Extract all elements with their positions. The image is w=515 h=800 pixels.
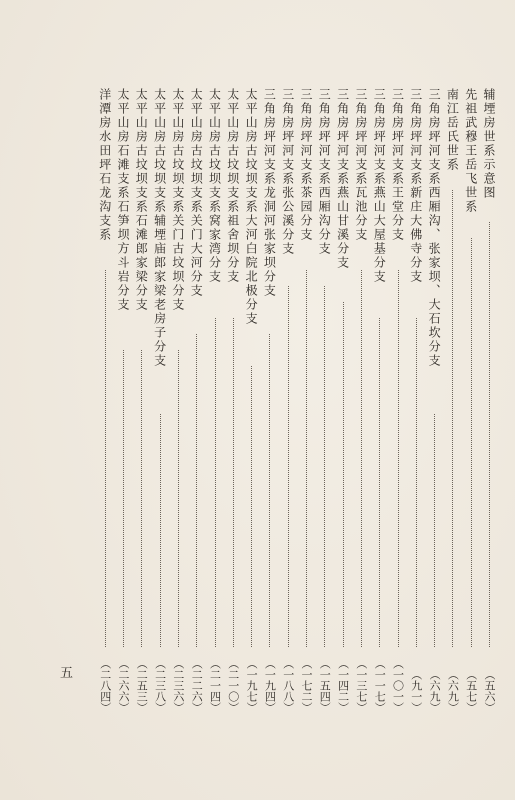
dot-leader: [160, 414, 161, 647]
toc-entry: [409, 88, 425, 713]
dot-leader: [196, 334, 197, 647]
dot-leader: [251, 366, 252, 647]
toc-entry: [427, 88, 443, 713]
toc-entry-page: （一一七）: [373, 658, 387, 713]
toc-entry: [153, 88, 169, 713]
toc-entry-title: 先祖武穆王岳飞世系: [463, 88, 478, 214]
toc-entry-page: （一四二）: [336, 658, 350, 713]
toc-entry-title: 太平山房石滩支系石笋坝方斗岩分支: [116, 88, 130, 312]
toc-entry: [482, 88, 498, 713]
toc-entry: [208, 88, 224, 713]
toc-entry-page: （二一〇）: [226, 658, 240, 713]
dot-leader: [343, 302, 344, 647]
toc-entry-page: （一三七）: [354, 658, 368, 713]
toc-entry-title: 三角房坪河支系西厢沟、张家坝、大石坎分支: [427, 88, 442, 368]
toc-entry: [391, 88, 407, 713]
toc-entry: [116, 88, 132, 713]
toc-entry: [262, 88, 278, 713]
toc-entry-title: 南江岳氏世系: [445, 88, 460, 172]
dot-leader: [379, 318, 380, 647]
toc-entry-page: （二一四）: [208, 658, 222, 713]
toc-entry-page: （二六六）: [117, 658, 130, 713]
dot-leader: [105, 270, 106, 647]
dot-leader: [269, 334, 270, 647]
toc-entry-page: （二二六）: [190, 658, 204, 713]
toc-entry-title: 太平山房古坟坝支系辅堙庙郎家梁老房子分支: [152, 88, 167, 368]
toc-entry: [226, 88, 242, 713]
toc-entry-title: 三角房坪河支系张公溪分支: [280, 88, 295, 256]
dot-leader: [288, 286, 289, 647]
toc-entry-title: 辅堙房世系示意图: [482, 88, 496, 200]
dot-leader: [398, 270, 399, 647]
toc-entry-page: （一七二）: [300, 658, 313, 713]
toc-entry-title: 三角房坪河支系茶园分支: [299, 88, 313, 242]
toc-entry: [445, 88, 461, 713]
toc-entry-title: 太平山房古坟坝支系关门大河分支: [189, 88, 204, 298]
toc-entry-title: 三角房坪河支系燕山大屋基分支: [372, 88, 387, 284]
toc-entry: [244, 88, 260, 713]
dot-leader: [324, 286, 325, 647]
toc-entry-title: 太平山房古坟坝支系祖舍坝分支: [225, 88, 240, 284]
toc-entry: [134, 88, 150, 713]
toc-entry-page: （一九四）: [263, 658, 277, 713]
toc-entry: [189, 88, 205, 713]
dot-leader: [416, 318, 417, 647]
toc-entry: [299, 88, 315, 713]
dot-leader: [306, 270, 307, 647]
toc-entry: [171, 88, 187, 713]
toc-entry: [336, 88, 352, 713]
dot-leader: [434, 414, 435, 647]
dot-leader: [123, 350, 124, 647]
toc-entry-page: （六九）: [446, 669, 460, 713]
toc-entry-page: （六九）: [428, 669, 442, 713]
toc-entry-page: （一八八）: [281, 658, 295, 713]
dot-leader: [141, 350, 142, 647]
toc-entry-title: 三角房坪河支系西厢沟分支: [317, 88, 332, 256]
toc-entry-title: 三角房坪河支系新庄大佛寺分支: [408, 88, 423, 284]
toc-entry: [372, 88, 388, 713]
toc-entry-page: （二五三）: [135, 658, 149, 713]
toc-entry-page: （五六）: [483, 669, 496, 713]
dot-leader: [489, 222, 490, 647]
dot-leader: [215, 318, 216, 647]
dot-leader: [361, 270, 362, 647]
toc-entry-title: 太平山房古坟坝支系窝家湾分支: [207, 88, 222, 284]
toc-entry-page: （一九七）: [245, 658, 259, 713]
toc-entry-page: （一五四）: [318, 658, 332, 713]
dot-leader: [233, 318, 234, 647]
toc-entry-title: 太平山房古坟坝支系大河白院北极分支: [244, 88, 259, 326]
page-number: 五: [60, 666, 74, 681]
toc-entry: [281, 88, 297, 713]
toc-entry: [317, 88, 333, 713]
toc-entry-title: 洋潭房水田坪石龙沟支系: [97, 88, 112, 242]
toc-entry-title: 三角房坪河支系燕山甘溪分支: [335, 88, 350, 270]
toc-entry-page: （五七）: [464, 669, 478, 713]
toc-entry-title: 太平山房古坟坝支系石滩郎家梁分支: [134, 88, 149, 312]
dot-leader: [452, 190, 453, 647]
toc-entry-title: 三角房坪河支系王堂分支: [390, 88, 405, 242]
toc-entry-title: 三角房坪河支系瓦池分支: [353, 88, 368, 242]
toc-entry-page: （九一）: [409, 669, 423, 713]
toc-entry: [354, 88, 370, 713]
toc-entry-page: （二三六）: [171, 658, 185, 713]
toc-entry-title: 三角房坪河支系龙洞河张家坝分支: [262, 88, 277, 298]
toc-entry-title: 太平山房古坟坝支系关门古坟坝分支: [170, 88, 185, 312]
dot-leader: [471, 238, 472, 647]
toc-entry-page: （一〇一）: [391, 658, 405, 713]
dot-leader: [178, 350, 179, 647]
toc-entry: [464, 88, 480, 713]
toc-entry-page: （二三八）: [153, 658, 167, 713]
toc-entry-page: （二八四）: [98, 658, 112, 713]
toc-entry: [98, 88, 114, 713]
